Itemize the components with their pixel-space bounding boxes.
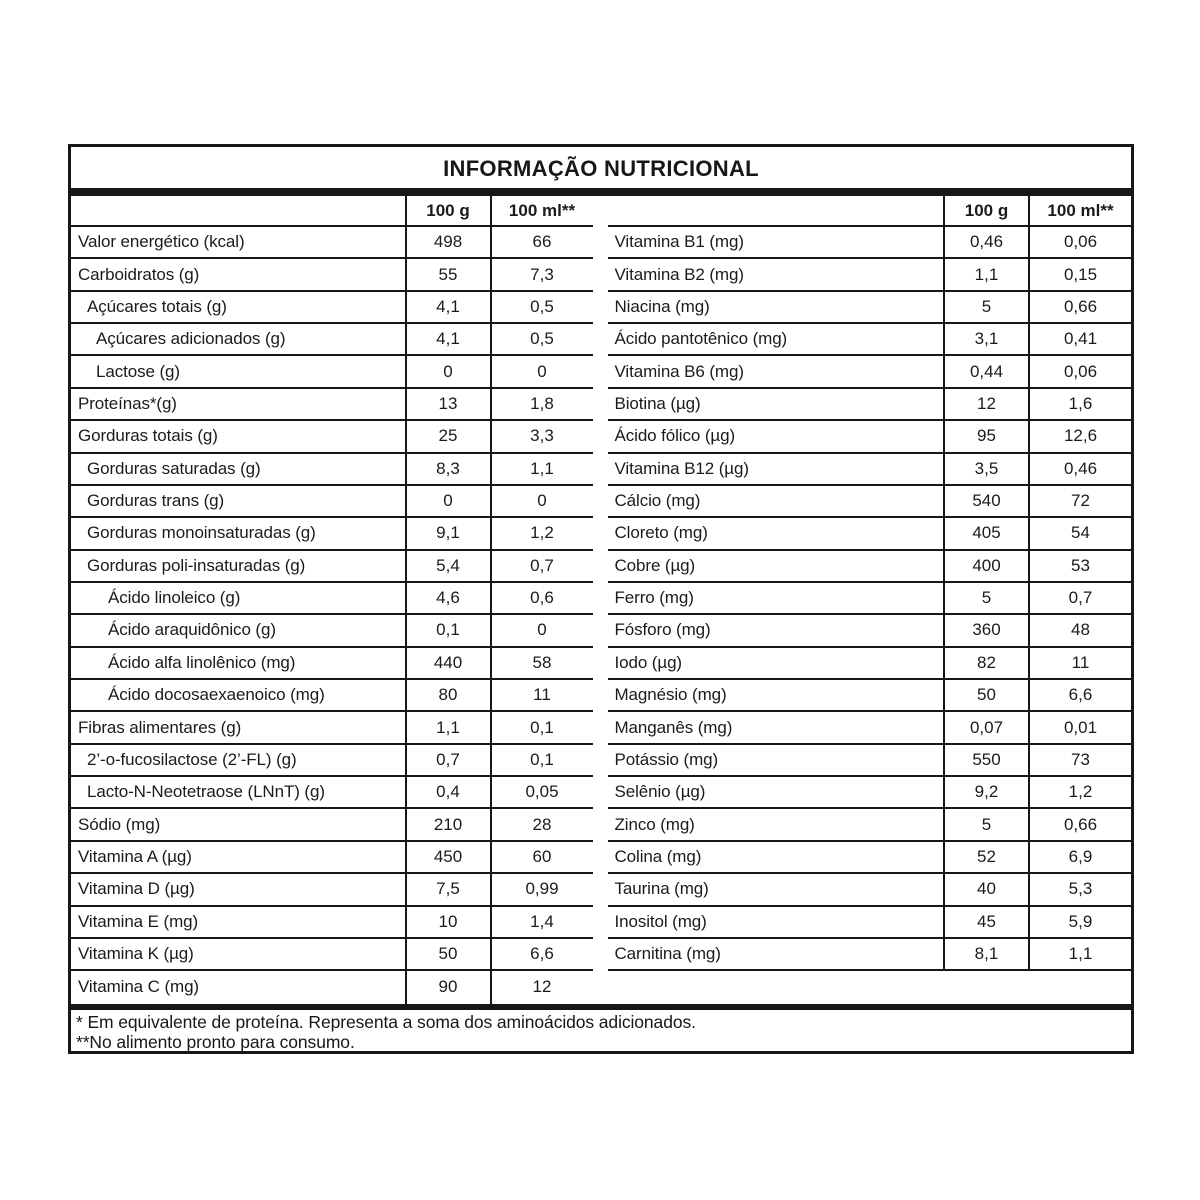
nutrient-label: Ácido fólico (µg) bbox=[614, 426, 736, 446]
value-100g: 5,4 bbox=[405, 551, 490, 581]
value-100g: 550 bbox=[943, 745, 1028, 775]
value-100ml: 0,46 bbox=[1028, 454, 1131, 484]
table-row bbox=[71, 227, 593, 259]
nutrient-label: Vitamina A (µg) bbox=[78, 847, 192, 866]
nutrient-label: Açúcares totais (g) bbox=[87, 296, 227, 316]
value-100ml: 73 bbox=[1028, 745, 1131, 775]
value-100ml: 1,6 bbox=[1028, 389, 1131, 419]
value-100g: 8,3 bbox=[405, 454, 490, 484]
nutrient-label: Vitamina B12 (µg) bbox=[614, 458, 749, 478]
table-row bbox=[71, 615, 593, 647]
value-100g: 0 bbox=[405, 356, 490, 386]
value-100g: 80 bbox=[405, 680, 490, 710]
value-100ml: 0 bbox=[490, 486, 593, 516]
table-row bbox=[71, 454, 593, 486]
value-100ml: 0,06 bbox=[1028, 227, 1131, 257]
table-row bbox=[608, 583, 1132, 615]
table-row bbox=[608, 777, 1132, 809]
value-100g: 0,7 bbox=[405, 745, 490, 775]
footnote-ready-to-eat: **No alimento pronto para consumo. bbox=[76, 1031, 355, 1052]
table-row bbox=[71, 324, 593, 356]
nutrient-label: Manganês (mg) bbox=[614, 717, 733, 737]
table-row bbox=[608, 259, 1132, 291]
nutrition-facts-panel bbox=[68, 144, 1134, 1054]
value-100g: 10 bbox=[405, 907, 490, 937]
table-row bbox=[71, 551, 593, 583]
nutrient-label: Açúcares adicionados (g) bbox=[96, 329, 286, 349]
value-100ml: 1,1 bbox=[490, 454, 593, 484]
value-100ml: 0,7 bbox=[490, 551, 593, 581]
value-100g: 52 bbox=[943, 842, 1028, 872]
table-row bbox=[608, 745, 1132, 777]
value-100ml: 58 bbox=[490, 648, 593, 678]
table-header-row bbox=[71, 196, 593, 227]
value-100g: 0 bbox=[405, 486, 490, 516]
table-row bbox=[608, 712, 1132, 744]
value-100ml: 6,6 bbox=[490, 939, 593, 969]
value-100g: 4,1 bbox=[405, 324, 490, 354]
table-row bbox=[71, 680, 593, 712]
value-100ml: 1,1 bbox=[1028, 939, 1131, 969]
nutrient-label: Carboidratos (g) bbox=[78, 264, 200, 284]
nutrient-label: Gorduras monoinsaturadas (g) bbox=[87, 523, 316, 543]
value-100ml: 0,7 bbox=[1028, 583, 1131, 613]
value-100g: 5 bbox=[943, 292, 1028, 322]
value-100ml: 5,3 bbox=[1028, 874, 1131, 904]
value-100g: 440 bbox=[405, 648, 490, 678]
value-100g: 50 bbox=[943, 680, 1028, 710]
value-100ml: 0,01 bbox=[1028, 712, 1131, 742]
value-100ml: 0 bbox=[490, 615, 593, 645]
nutrient-label: Gorduras saturadas (g) bbox=[87, 458, 261, 478]
thick-divider-top bbox=[71, 188, 1131, 196]
table-row bbox=[608, 324, 1132, 356]
value-100ml: 66 bbox=[490, 227, 593, 257]
value-100ml: 0,99 bbox=[490, 874, 593, 904]
value-100ml: 1,8 bbox=[490, 389, 593, 419]
nutrient-label: Vitamina B1 (mg) bbox=[614, 232, 744, 252]
header-100g: 100 g bbox=[405, 196, 490, 225]
nutrient-label: Cobre (µg) bbox=[614, 555, 696, 575]
nutrient-label: Iodo (µg) bbox=[614, 652, 682, 672]
table-row bbox=[71, 712, 593, 744]
table-row bbox=[608, 421, 1132, 453]
nutrient-label: Potássio (mg) bbox=[614, 749, 719, 769]
value-100g: 9,2 bbox=[943, 777, 1028, 807]
value-100g: 405 bbox=[943, 518, 1028, 548]
nutrient-label: Gorduras poli-insaturadas (g) bbox=[87, 555, 306, 575]
table-row bbox=[71, 259, 593, 291]
value-100g: 25 bbox=[405, 421, 490, 451]
value-100g: 9,1 bbox=[405, 518, 490, 548]
value-100g: 1,1 bbox=[943, 259, 1028, 289]
value-100g: 5 bbox=[943, 809, 1028, 839]
nutrient-label: Ferro (mg) bbox=[614, 588, 694, 608]
table-row bbox=[71, 356, 593, 388]
value-100ml: 11 bbox=[1028, 648, 1131, 678]
table-row bbox=[608, 227, 1132, 259]
table-row bbox=[608, 907, 1132, 939]
value-100ml: 72 bbox=[1028, 486, 1131, 516]
header-100ml: 100 ml** bbox=[1028, 196, 1131, 225]
nutrient-label: Ácido docosaexaenoico (mg) bbox=[108, 685, 325, 705]
table-row bbox=[71, 939, 593, 971]
value-100ml: 0,5 bbox=[490, 292, 593, 322]
footnote-protein: * Em equivalente de proteína. Representa a soma dos aminoácidos adicionados. bbox=[76, 1012, 696, 1032]
nutrient-label: Ácido araquidônico (g) bbox=[108, 620, 276, 640]
value-100g: 0,07 bbox=[943, 712, 1028, 742]
table-row bbox=[608, 648, 1132, 680]
table-row bbox=[608, 680, 1132, 712]
nutrient-label: Selênio (µg) bbox=[614, 782, 706, 802]
value-100ml: 3,3 bbox=[490, 421, 593, 451]
table-row bbox=[608, 842, 1132, 874]
value-100g: 40 bbox=[943, 874, 1028, 904]
table-row bbox=[608, 874, 1132, 906]
value-100g: 540 bbox=[943, 486, 1028, 516]
value-100ml: 7,3 bbox=[490, 259, 593, 289]
value-100g: 45 bbox=[943, 907, 1028, 937]
value-100ml: 60 bbox=[490, 842, 593, 872]
table-row bbox=[71, 389, 593, 421]
nutrient-label: Cálcio (mg) bbox=[614, 491, 701, 511]
value-100g: 50 bbox=[405, 939, 490, 969]
value-100ml: 0 bbox=[490, 356, 593, 386]
footnotes bbox=[71, 1010, 1131, 1052]
table-row bbox=[71, 874, 593, 906]
value-100g: 3,5 bbox=[943, 454, 1028, 484]
nutrition-table-right bbox=[608, 196, 1132, 971]
value-100ml: 1,4 bbox=[490, 907, 593, 937]
value-100ml: 0,5 bbox=[490, 324, 593, 354]
value-100g: 90 bbox=[405, 971, 490, 1003]
nutrient-label: Lactose (g) bbox=[96, 361, 180, 381]
header-100ml: 100 ml** bbox=[490, 196, 593, 225]
value-100g: 5 bbox=[943, 583, 1028, 613]
table-row bbox=[71, 292, 593, 324]
value-100g: 0,4 bbox=[405, 777, 490, 807]
nutrient-label: Biotina (µg) bbox=[614, 393, 701, 413]
table-row bbox=[608, 356, 1132, 388]
table-row bbox=[71, 842, 593, 874]
value-100ml: 6,9 bbox=[1028, 842, 1131, 872]
value-100ml: 0,06 bbox=[1028, 356, 1131, 386]
nutrient-label: Ácido pantotênico (mg) bbox=[614, 329, 788, 349]
table-row bbox=[608, 454, 1132, 486]
value-100g: 450 bbox=[405, 842, 490, 872]
nutrient-label: Fósforo (mg) bbox=[614, 620, 711, 640]
nutrient-label: Vitamina E (mg) bbox=[78, 911, 199, 931]
value-100ml: 28 bbox=[490, 809, 593, 839]
value-100ml: 0,1 bbox=[490, 712, 593, 742]
value-100ml: 1,2 bbox=[490, 518, 593, 548]
table-row bbox=[71, 648, 593, 680]
nutrient-label: Vitamina B2 (mg) bbox=[614, 264, 744, 284]
nutrient-label: 2’-o-fucosilactose (2’-FL) (g) bbox=[87, 749, 297, 769]
nutrient-label: Cloreto (mg) bbox=[614, 523, 708, 543]
nutrient-label: Inositol (mg) bbox=[614, 911, 707, 931]
table-row bbox=[71, 809, 593, 841]
nutrient-label: Vitamina D (µg) bbox=[78, 879, 195, 899]
value-100g: 498 bbox=[405, 227, 490, 257]
value-100ml: 0,05 bbox=[490, 777, 593, 807]
table-row bbox=[71, 777, 593, 809]
value-100ml: 1,2 bbox=[1028, 777, 1131, 807]
nutrient-label: Niacina (mg) bbox=[614, 296, 710, 316]
nutrient-label: Vitamina B6 (mg) bbox=[614, 361, 744, 381]
nutrient-label: Lacto-N-Neotetraose (LNnT) (g) bbox=[87, 782, 325, 802]
table-row bbox=[608, 292, 1132, 324]
value-100g: 4,1 bbox=[405, 292, 490, 322]
value-100ml: 5,9 bbox=[1028, 907, 1131, 937]
nutrient-label: Valor energético (kcal) bbox=[78, 232, 245, 252]
nutrient-label: Zinco (mg) bbox=[614, 814, 695, 834]
table-row bbox=[71, 518, 593, 550]
value-100g: 7,5 bbox=[405, 874, 490, 904]
value-100g: 210 bbox=[405, 809, 490, 839]
nutrition-table-left bbox=[71, 196, 593, 1004]
table-row bbox=[608, 809, 1132, 841]
value-100ml: 0,41 bbox=[1028, 324, 1131, 354]
table-row bbox=[71, 971, 593, 1003]
value-100ml: 11 bbox=[490, 680, 593, 710]
value-100g: 4,6 bbox=[405, 583, 490, 613]
table-row bbox=[608, 939, 1132, 971]
value-100ml: 53 bbox=[1028, 551, 1131, 581]
table-row bbox=[71, 486, 593, 518]
value-100ml: 54 bbox=[1028, 518, 1131, 548]
value-100ml: 12,6 bbox=[1028, 421, 1131, 451]
table-row bbox=[608, 518, 1132, 550]
value-100g: 1,1 bbox=[405, 712, 490, 742]
value-100ml: 0,6 bbox=[490, 583, 593, 613]
nutrient-label: Sódio (mg) bbox=[78, 814, 161, 834]
nutrient-label: Ácido linoleico (g) bbox=[108, 588, 241, 608]
nutrient-label: Proteínas*(g) bbox=[78, 393, 177, 413]
table-row bbox=[71, 421, 593, 453]
nutrient-label: Ácido alfa linolênico (mg) bbox=[108, 652, 296, 672]
nutrient-label: Vitamina C (mg) bbox=[78, 977, 199, 997]
table-row bbox=[71, 745, 593, 777]
value-100g: 55 bbox=[405, 259, 490, 289]
nutrient-label: Taurina (mg) bbox=[614, 879, 709, 899]
table-header-row bbox=[608, 196, 1132, 227]
value-100g: 0,46 bbox=[943, 227, 1028, 257]
nutrient-label: Gorduras totais (g) bbox=[78, 426, 218, 446]
nutrient-label: Fibras alimentares (g) bbox=[78, 717, 242, 737]
value-100g: 12 bbox=[943, 389, 1028, 419]
nutrient-label: Colina (mg) bbox=[614, 847, 702, 866]
table-row bbox=[71, 583, 593, 615]
panel-title: INFORMAÇÃO NUTRICIONAL bbox=[443, 156, 759, 181]
value-100g: 400 bbox=[943, 551, 1028, 581]
nutrient-label: Magnésio (mg) bbox=[614, 685, 727, 705]
table-row bbox=[608, 551, 1132, 583]
header-spacer bbox=[608, 196, 944, 225]
value-100g: 3,1 bbox=[943, 324, 1028, 354]
tables-container bbox=[71, 196, 1131, 1004]
value-100g: 0,1 bbox=[405, 615, 490, 645]
value-100g: 13 bbox=[405, 389, 490, 419]
nutrient-label: Gorduras trans (g) bbox=[87, 491, 225, 511]
table-row bbox=[71, 907, 593, 939]
value-100g: 8,1 bbox=[943, 939, 1028, 969]
nutrient-label: Carnitina (mg) bbox=[614, 944, 721, 964]
nutrient-label: Vitamina K (µg) bbox=[78, 944, 194, 964]
value-100ml: 6,6 bbox=[1028, 680, 1131, 710]
value-100ml: 12 bbox=[490, 971, 593, 1003]
value-100ml: 0,1 bbox=[490, 745, 593, 775]
value-100ml: 0,66 bbox=[1028, 809, 1131, 839]
value-100ml: 0,15 bbox=[1028, 259, 1131, 289]
table-row bbox=[608, 615, 1132, 647]
value-100g: 0,44 bbox=[943, 356, 1028, 386]
table-row bbox=[608, 486, 1132, 518]
table-row bbox=[608, 389, 1132, 421]
value-100ml: 48 bbox=[1028, 615, 1131, 645]
value-100g: 360 bbox=[943, 615, 1028, 645]
header-spacer bbox=[71, 196, 405, 225]
header-100g: 100 g bbox=[943, 196, 1028, 225]
value-100g: 95 bbox=[943, 421, 1028, 451]
value-100ml: 0,66 bbox=[1028, 292, 1131, 322]
value-100g: 82 bbox=[943, 648, 1028, 678]
